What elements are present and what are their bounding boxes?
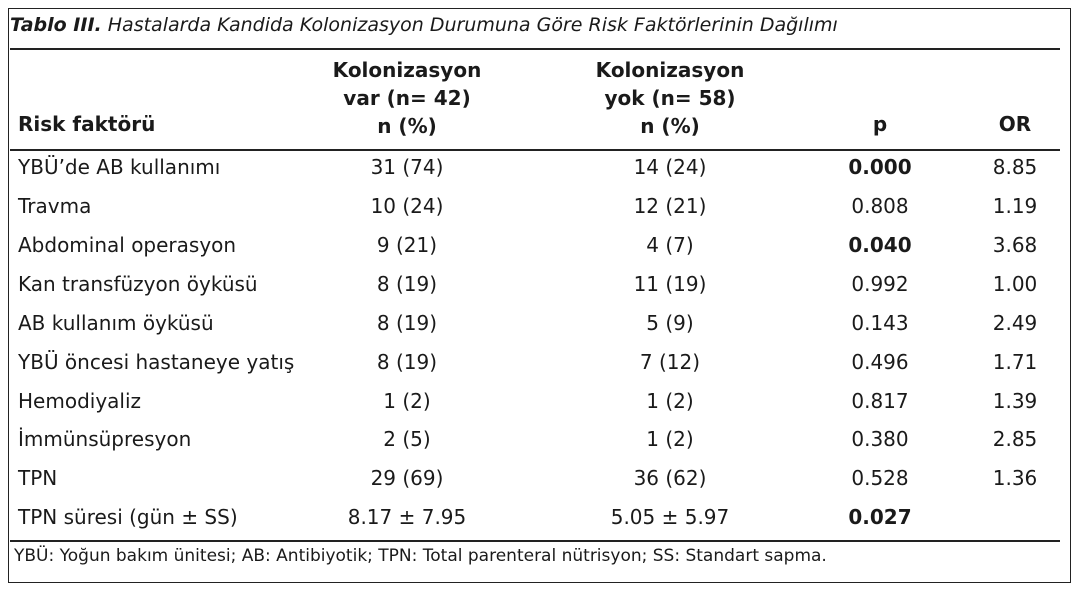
row-p-value: 0.992 bbox=[851, 272, 909, 296]
header-colonization-absent bbox=[570, 56, 770, 140]
header-risk-factor: Risk faktörü bbox=[18, 112, 156, 136]
header-colonization-present bbox=[307, 56, 507, 140]
row-colonization-absent: 1 (2) bbox=[646, 427, 694, 451]
header-col2-line1: Kolonizasyon bbox=[595, 58, 745, 82]
row-risk-factor: TPN bbox=[18, 466, 58, 490]
row-colonization-present: 8 (19) bbox=[376, 272, 438, 296]
row-p-value: 0.143 bbox=[851, 311, 909, 335]
row-colonization-present: 10 (24) bbox=[370, 194, 444, 218]
row-p-value: 0.000 bbox=[848, 155, 912, 179]
row-p-value: 0.817 bbox=[851, 389, 909, 413]
row-colonization-present: 8.17 ± 7.95 bbox=[347, 505, 467, 529]
row-odds-ratio: 3.68 bbox=[992, 233, 1038, 257]
table-caption bbox=[10, 14, 838, 36]
header-or: OR bbox=[998, 112, 1032, 136]
table-footnote: YBÜ: Yoğun bakım ünitesi; AB: Antibiyotik; TPN: Total parenteral nütrisyon; SS: Standart sapma. bbox=[14, 546, 827, 566]
header-col1-line1: Kolonizasyon bbox=[332, 58, 482, 82]
header-col2-line3: n (%) bbox=[640, 114, 700, 138]
row-colonization-present: 8 (19) bbox=[376, 311, 438, 335]
row-risk-factor: TPN süresi (gün ± SS) bbox=[18, 505, 238, 529]
row-risk-factor: Abdominal operasyon bbox=[18, 233, 237, 257]
row-odds-ratio: 1.39 bbox=[992, 389, 1038, 413]
row-colonization-absent: 11 (19) bbox=[633, 272, 707, 296]
row-p-value: 0.040 bbox=[848, 233, 912, 257]
row-colonization-absent: 1 (2) bbox=[646, 389, 694, 413]
row-colonization-absent: 36 (62) bbox=[633, 466, 707, 490]
row-p-value: 0.808 bbox=[851, 194, 909, 218]
row-odds-ratio: 1.19 bbox=[992, 194, 1038, 218]
row-colonization-present: 31 (74) bbox=[370, 155, 444, 179]
row-risk-factor: YBÜ öncesi hastaneye yatış bbox=[18, 350, 295, 374]
row-colonization-present: 29 (69) bbox=[370, 466, 444, 490]
row-risk-factor: İmmünsüpresyon bbox=[18, 427, 192, 451]
bottom-rule bbox=[10, 540, 1060, 542]
row-risk-factor: AB kullanım öyküsü bbox=[18, 311, 214, 335]
header-col1-line3: n (%) bbox=[377, 114, 437, 138]
row-odds-ratio: 1.36 bbox=[992, 466, 1038, 490]
row-p-value: 0.027 bbox=[848, 505, 912, 529]
row-p-value: 0.528 bbox=[851, 466, 909, 490]
header-p: p bbox=[872, 112, 888, 136]
row-risk-factor: Kan transfüzyon öyküsü bbox=[18, 272, 258, 296]
row-odds-ratio: 8.85 bbox=[992, 155, 1038, 179]
header-col2-line2: yok (n= 58) bbox=[604, 86, 736, 110]
row-colonization-absent: 4 (7) bbox=[646, 233, 694, 257]
row-colonization-present: 1 (2) bbox=[383, 389, 431, 413]
row-risk-factor: Hemodiyaliz bbox=[18, 389, 142, 413]
header-rule bbox=[10, 149, 1060, 151]
top-rule bbox=[10, 48, 1060, 50]
row-colonization-present: 2 (5) bbox=[383, 427, 431, 451]
row-p-value: 0.496 bbox=[851, 350, 909, 374]
row-colonization-absent: 7 (12) bbox=[639, 350, 701, 374]
caption-text: Hastalarda Kandida Kolonizasyon Durumuna Göre Risk Faktörlerinin Dağılımı bbox=[101, 14, 838, 36]
row-colonization-present: 9 (21) bbox=[376, 233, 438, 257]
row-colonization-present: 8 (19) bbox=[376, 350, 438, 374]
row-colonization-absent: 5.05 ± 5.97 bbox=[610, 505, 730, 529]
row-colonization-absent: 5 (9) bbox=[646, 311, 694, 335]
row-risk-factor: YBÜ’de AB kullanımı bbox=[18, 155, 221, 179]
row-odds-ratio: 2.85 bbox=[992, 427, 1038, 451]
caption-label: Tablo III. bbox=[10, 14, 102, 36]
row-odds-ratio: 2.49 bbox=[992, 311, 1038, 335]
row-colonization-absent: 14 (24) bbox=[633, 155, 707, 179]
header-col1-line2: var (n= 42) bbox=[343, 86, 471, 110]
row-colonization-absent: 12 (21) bbox=[633, 194, 707, 218]
row-risk-factor: Travma bbox=[18, 194, 92, 218]
row-p-value: 0.380 bbox=[851, 427, 909, 451]
row-odds-ratio: 1.00 bbox=[992, 272, 1038, 296]
row-odds-ratio: 1.71 bbox=[992, 350, 1038, 374]
